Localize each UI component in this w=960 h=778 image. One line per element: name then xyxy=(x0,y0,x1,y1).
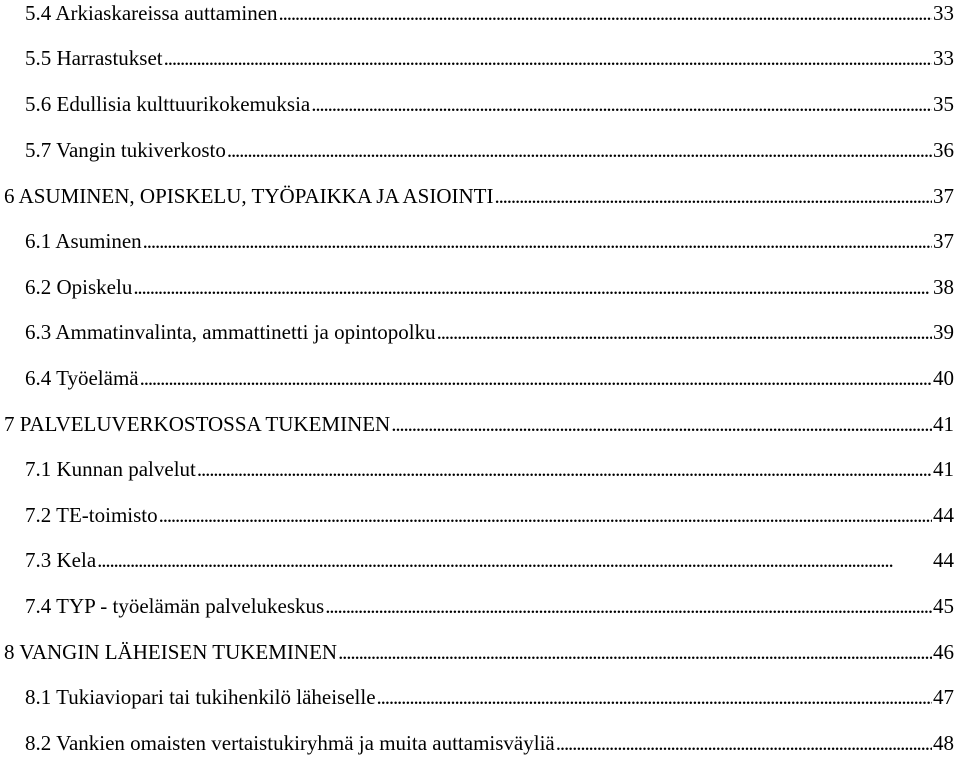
toc-entry-label: 5.4 Arkiaskareissa auttaminen xyxy=(25,1,278,25)
toc-entry-label: 7 PALVELUVERKOSTOSSA TUKEMINEN xyxy=(4,412,391,436)
toc-entry[interactable] xyxy=(25,500,954,530)
toc-entry-page: 41 xyxy=(933,457,954,481)
toc-entry[interactable] xyxy=(25,43,954,73)
toc-entry-page: 36 xyxy=(933,138,954,162)
dot-leader xyxy=(140,363,932,393)
toc-entry-page: 44 xyxy=(933,548,954,572)
toc-chapter-entry[interactable] xyxy=(4,409,954,439)
toc-entry-label: 5.6 Edullisia kulttuurikokemuksia xyxy=(25,92,311,116)
toc-entry[interactable] xyxy=(25,135,954,165)
toc-entry-label: 6 ASUMINEN, OPISKELU, TYÖPAIKKA JA ASIOINTI xyxy=(4,184,494,208)
dot-leader xyxy=(143,226,932,256)
toc-entry[interactable] xyxy=(25,545,954,575)
dot-leader xyxy=(311,89,932,119)
dot-leader xyxy=(377,682,932,712)
toc-entry[interactable] xyxy=(25,317,954,347)
dot-leader xyxy=(279,0,932,28)
dot-leader xyxy=(391,409,932,439)
toc-entry[interactable] xyxy=(25,272,954,302)
dot-leader xyxy=(325,591,932,621)
toc-entry[interactable] xyxy=(25,226,954,256)
toc-entry-page: 48 xyxy=(933,731,954,755)
toc-chapter-entry[interactable] xyxy=(4,637,954,667)
dot-leader xyxy=(197,454,932,484)
toc-chapter-entry[interactable] xyxy=(4,181,954,211)
toc-entry-label: 8.1 Tukiaviopari tai tukihenkilö läheiselle xyxy=(25,685,376,709)
dot-leader xyxy=(556,728,932,758)
toc-entry-label: 7.1 Kunnan palvelut xyxy=(25,457,196,481)
toc-entry-page: 35 xyxy=(933,92,954,116)
dot-leader xyxy=(494,181,932,211)
toc-entry[interactable] xyxy=(25,728,954,758)
toc-entry-page: 41 xyxy=(933,412,954,436)
toc-entry-page: 44 xyxy=(933,503,954,527)
toc-entry-page: 47 xyxy=(933,685,954,709)
toc-entry[interactable] xyxy=(25,0,954,28)
toc-entry-label: 5.7 Vangin tukiverkosto xyxy=(25,138,226,162)
toc-entry-label: 7.4 TYP - työelämän palvelukeskus xyxy=(25,594,325,618)
toc-entry-label: 7.2 TE-toimisto xyxy=(25,503,158,527)
toc-entry[interactable] xyxy=(25,682,954,712)
toc-entry-page: 38 xyxy=(933,275,954,299)
toc-entry-label: 6.3 Ammatinvalinta, ammattinetti ja opintopolku xyxy=(25,320,436,344)
toc-entry-page: 39 xyxy=(933,320,954,344)
toc-entry-label: 7.3 Kela xyxy=(25,548,97,572)
toc-entry[interactable] xyxy=(25,363,954,393)
dot-leader xyxy=(159,500,932,530)
dot-leader xyxy=(164,43,932,73)
toc-entry-page: 33 xyxy=(933,1,954,25)
toc-entry[interactable] xyxy=(25,89,954,119)
toc-entry-page: 33 xyxy=(933,46,954,70)
toc-entry-label: 5.5 Harrastukset xyxy=(25,46,163,70)
toc-entry-page: 37 xyxy=(933,229,954,253)
toc-entry-label: 6.1 Asuminen xyxy=(25,229,142,253)
toc-entry-label: 6.4 Työelämä xyxy=(25,366,139,390)
toc-entry-label: 8 VANGIN LÄHEISEN TUKEMINEN xyxy=(4,640,338,664)
dot-leader xyxy=(338,637,932,667)
toc-entry-label: 8.2 Vankien omaisten vertaistukiryhmä ja muita auttamisväyliä xyxy=(25,731,555,755)
toc-entry[interactable] xyxy=(25,591,954,621)
dot-leader xyxy=(227,135,932,165)
toc-entry[interactable] xyxy=(25,454,954,484)
dot-leader xyxy=(133,272,932,302)
dot-leader xyxy=(97,545,932,575)
toc-entry-page: 37 xyxy=(933,184,954,208)
toc-entry-page: 46 xyxy=(933,640,954,664)
toc-entry-label: 6.2 Opiskelu xyxy=(25,275,133,299)
toc-entry-page: 40 xyxy=(933,366,954,390)
toc-entry-page: 45 xyxy=(933,594,954,618)
dot-leader xyxy=(437,317,932,347)
